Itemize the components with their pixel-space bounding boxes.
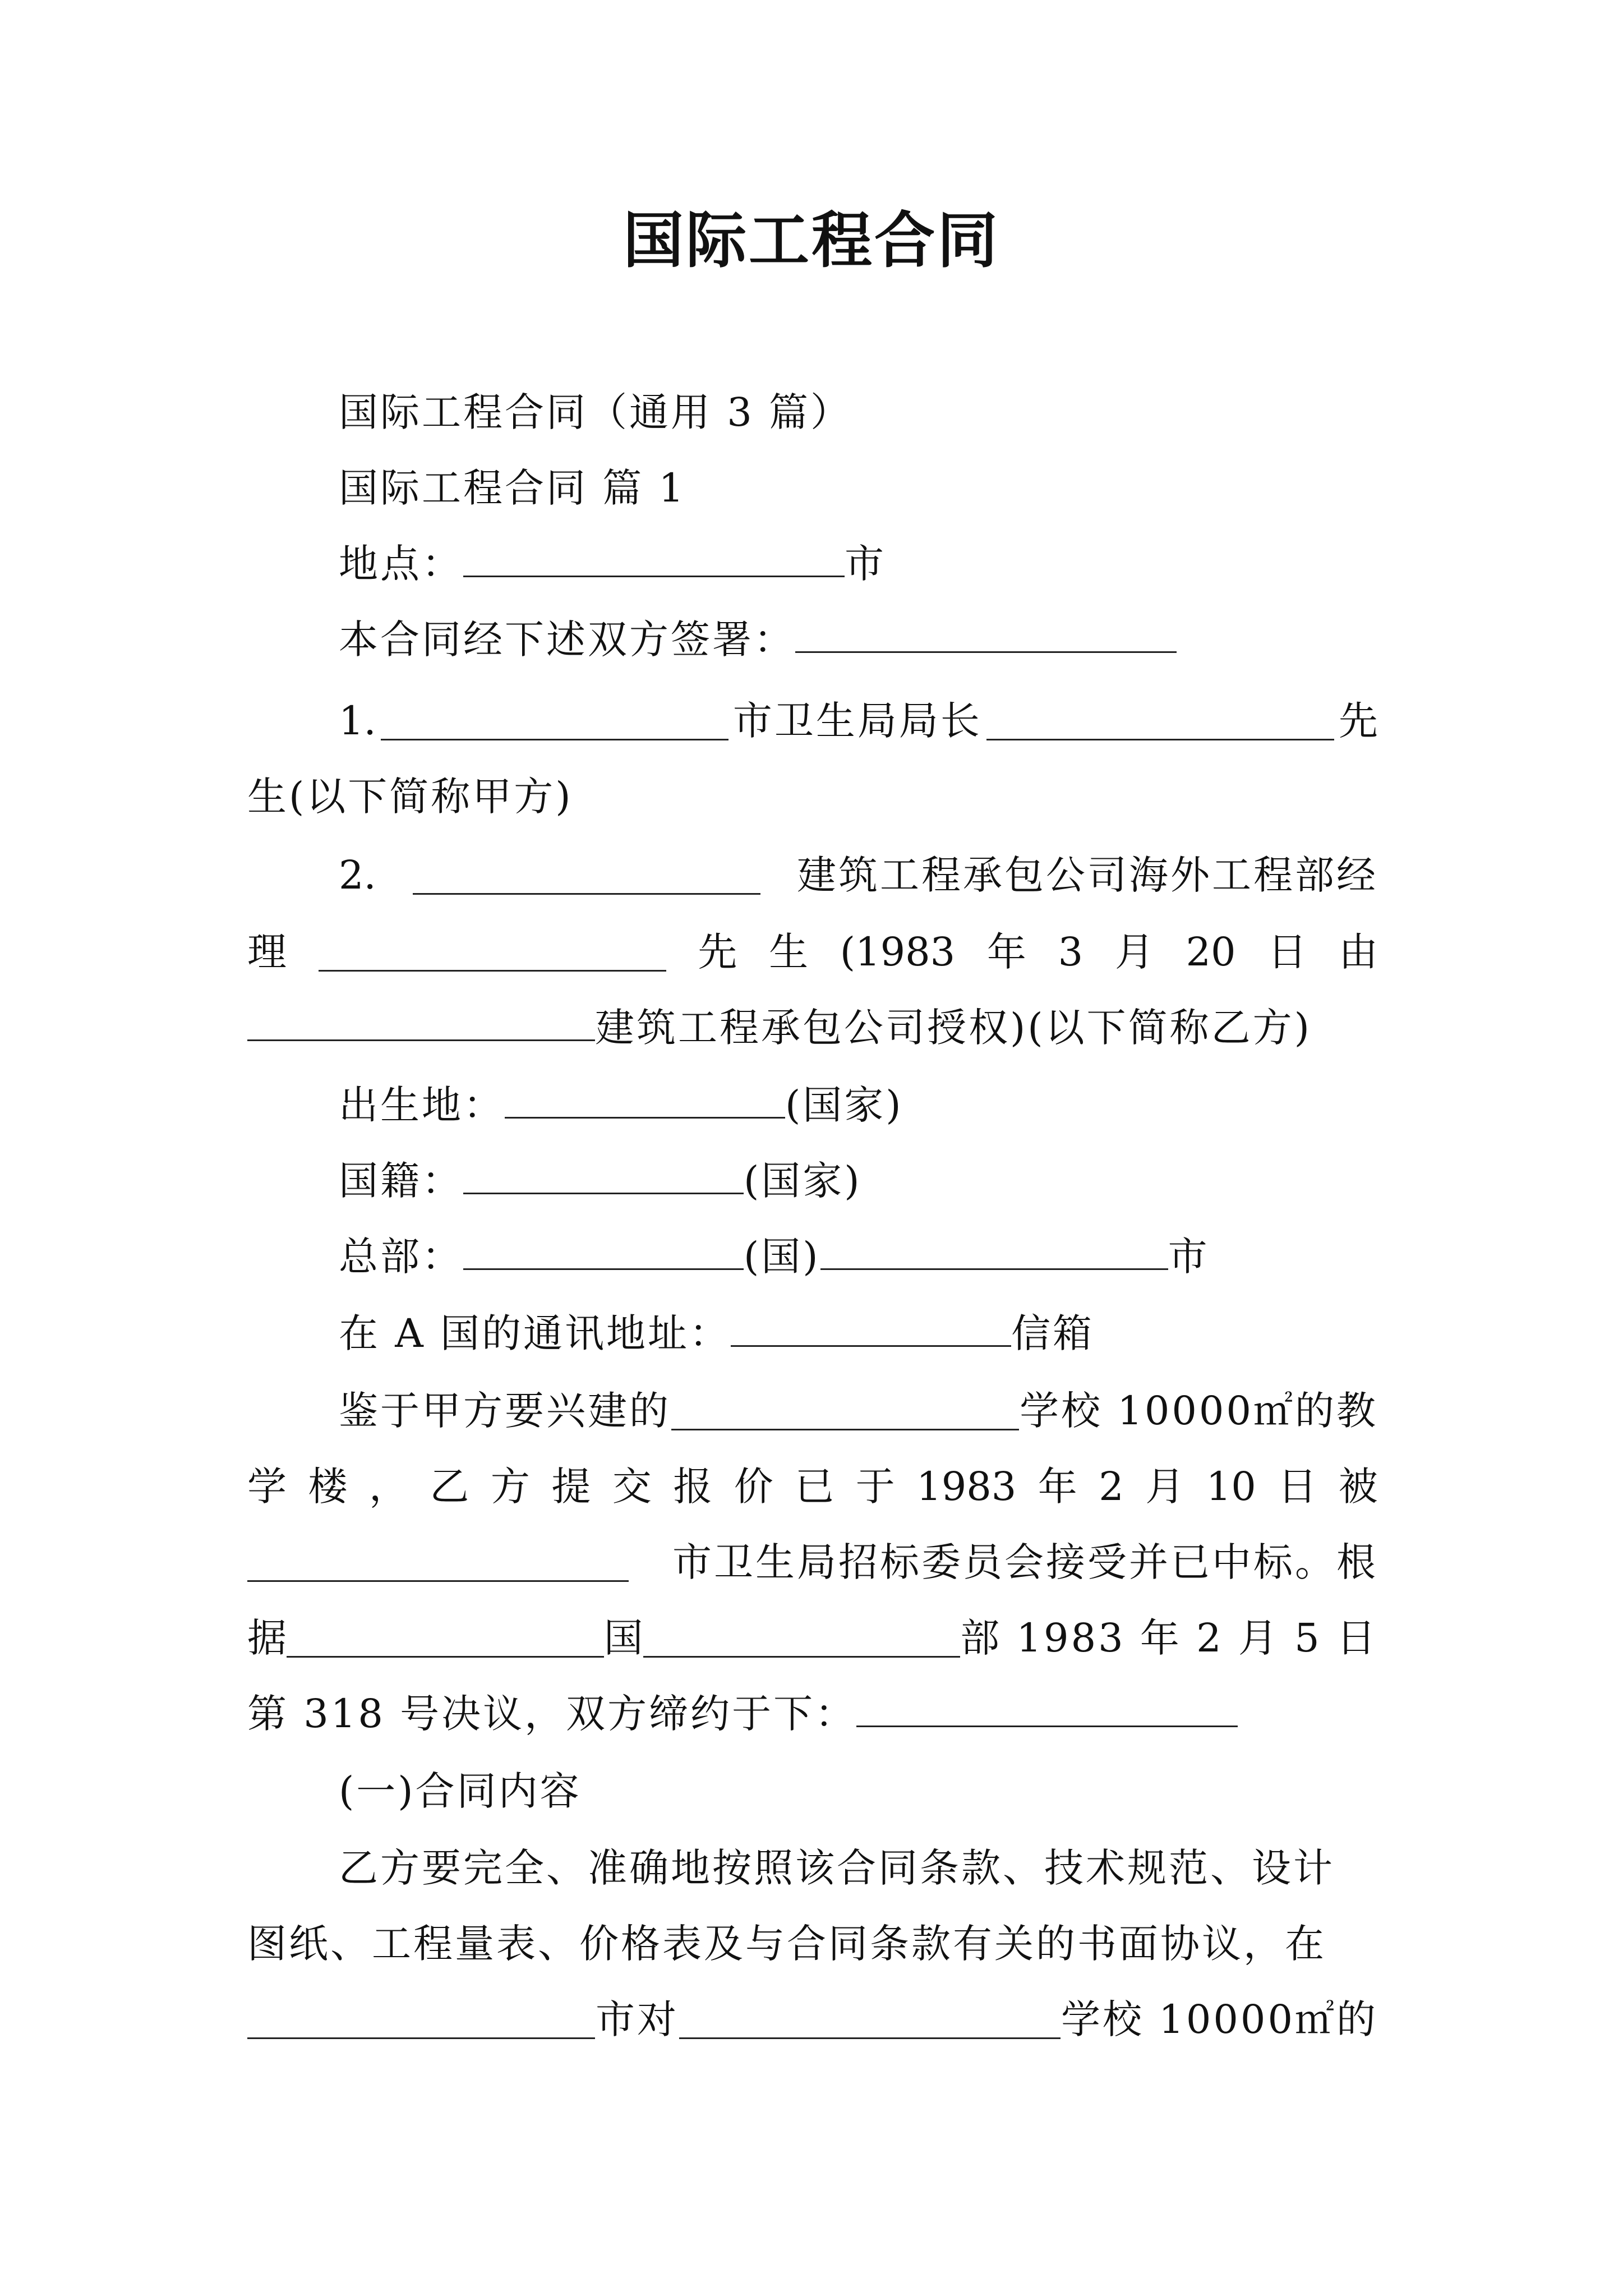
- blank-field: [671, 1391, 1019, 1430]
- address-line: 在 A 国的通讯地址： 信箱: [0, 1300, 1623, 1367]
- blank-field: [247, 1543, 629, 1582]
- blank-field: [463, 539, 845, 578]
- blank-field: [463, 1156, 744, 1195]
- headquarters-line: 总部： (国) 市: [0, 1223, 1623, 1290]
- blank-field: [287, 1618, 604, 1658]
- blank-field: [505, 1080, 785, 1119]
- blank-field: [986, 701, 1334, 740]
- whereas-cont3: 据 国 部 1983 年 2 月 5 日: [247, 1615, 1378, 1661]
- blank-field: [413, 855, 760, 895]
- subtitle: 国际工程合同（通用 3 篇）: [339, 389, 852, 435]
- blank-field: [795, 614, 1177, 654]
- section-heading: 国际工程合同 篇 1: [339, 465, 686, 511]
- blank-field: [319, 932, 666, 972]
- birthplace-line: 出生地： (国家): [0, 1071, 1623, 1139]
- blank-field: [731, 1308, 1011, 1347]
- signatories-line: 本合同经下述双方签署：: [0, 606, 1623, 673]
- clause-body-3: 市对 学校 10000㎡的: [0, 1986, 1623, 2053]
- party-a-cont: 生(以下简称甲方): [247, 774, 573, 820]
- whereas-cont2: 市卫生局招标委员会接受并已中标。根: [0, 1529, 1623, 1596]
- party-b-cont: 理 先 生 (1983 年 3 月 20 日 由: [247, 929, 1378, 975]
- location-line: 地点： 市: [0, 530, 1623, 597]
- nationality-line: 国籍： (国家): [0, 1147, 1623, 1214]
- blank-field: [381, 701, 728, 740]
- blank-field: [247, 2000, 595, 2039]
- blank-field: [679, 2000, 1061, 2039]
- document-title: 国际工程合同: [623, 206, 1000, 276]
- blank-field: [820, 1231, 1168, 1271]
- whereas-cont4: 第 318 号决议，双方缔约于下：: [0, 1680, 1623, 1747]
- blank-field: [247, 1002, 595, 1042]
- blank-field: [643, 1618, 961, 1658]
- party-b-cont2: 建筑工程承包公司授权)(以下简称乙方): [0, 994, 1623, 1061]
- blank-field: [856, 1688, 1238, 1728]
- blank-field: [463, 1231, 744, 1271]
- party-a-line: 1. 市卫生局局长 先: [339, 698, 1378, 744]
- clause-body-2: 图纸、工程量表、价格表及与合同条款有关的书面协议，在: [247, 1921, 1326, 1967]
- clause-body-1: 乙方要完全、准确地按照该合同条款、技术规范、设计: [339, 1845, 1335, 1891]
- whereas-line: 鉴于甲方要兴建的 学校 10000㎡的教: [339, 1388, 1378, 1434]
- whereas-cont: 学 楼 ， 乙 方 提 交 报 价 已 于 1983 年 2 月 10 日 被: [247, 1464, 1378, 1510]
- party-b-line: 2. 建筑工程承包公司海外工程部经: [339, 852, 1378, 898]
- clause-heading: (一)合同内容: [339, 1768, 582, 1814]
